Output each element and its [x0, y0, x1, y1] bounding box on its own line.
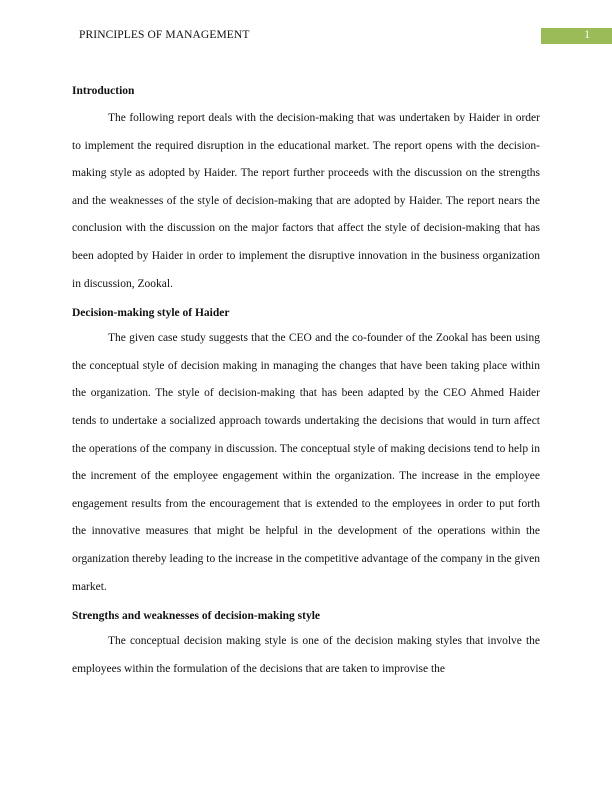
document-body [72, 82, 540, 683]
section-heading-introduction: Introduction [72, 85, 135, 97]
section-heading-strengths-weaknesses: Strengths and weaknesses of decision-making style [72, 610, 321, 623]
section-paragraph-decision-style: The given case study suggests that the CEO and the co-founder of the Zookal has been using the conceptual style of decision making in managing the changes that have been taking place within the organization. The style of decision-making that has been adapted by the CEO Ahmed Haider tends to undertake a socialized approach towards undertaking the decisions that would in turn affect the operations of the company in discussion. The conceptual style of making decisions tend to help in the increment of the employee engagement within the organization. The increase in the employee engagement results from the encouragement that is extended to the employees in order to put forth the innovative measures that might be helpful in the development of the operations within the organization thereby leading to the increase in the competitive advantage of the company in the given market. [72, 332, 540, 593]
section-paragraph-strengths-weaknesses: The conceptual decision making style is one of the decision making styles that involve the employees within the formulation of the decisions that are taken to improvise the [72, 635, 540, 675]
running-title: PRINCIPLES OF MANAGEMENT [79, 29, 250, 41]
section-heading-decision-style: Decision-making style of Haider [72, 307, 230, 320]
section-paragraph-introduction: The following report deals with the decision-making that was undertaken by Haider in order to implement the required disruption in the educational market. The report opens with the decision-making style as adopted by Haider. The report further proceeds with the discussion on the strengths and the weaknesses of the style of decision-making that are adopted by Haider. The report nears the conclusion with the discussion on the major factors that affect the style of decision-making that has been adopted by Haider in order to implement the disruptive innovation in the business organization in discussion, Zookal. [72, 112, 540, 290]
page-number: 1 [584, 29, 590, 41]
page-number-badge [541, 28, 612, 44]
